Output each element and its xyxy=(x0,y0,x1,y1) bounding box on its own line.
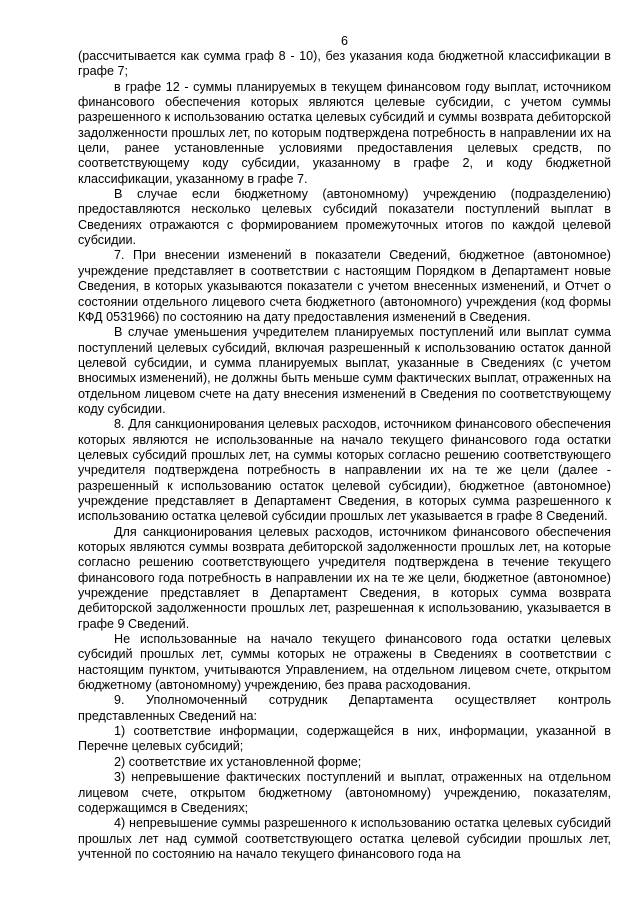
paragraph-1: (рассчитывается как сумма граф 8 - 10), без указания кода бюджетной классификации в графе 7; xyxy=(78,49,611,79)
document-page xyxy=(78,34,611,862)
paragraph-13: 4) непревышение суммы разрешенного к использованию остатка целевых субсидий прошлых лет над суммой соответствующего остатка целевой субсидии прошлых лет, учтенной по состоянию на начало текущего финансового года на xyxy=(78,816,611,861)
paragraph-9: 9. Уполномоченный сотрудник Департамента осуществляет контроль представленных Сведений на: xyxy=(78,693,611,723)
paragraph-7: Для санкционирования целевых расходов, источником финансового обеспечения которых являются суммы возврата дебиторской задолженности прошлых лет, на которые согласно решению соответствующего учредителя подтверждена в течение текущего финансового года потребность в направлении их на те же цели, бюджетное (автономное) учреждение представляет в Департамент Сведения, в которых сумма возврата дебиторской задолженности прошлых лет, разрешенная к использованию, указывается в графе 9 Сведений. xyxy=(78,524,611,631)
paragraph-12: 3) непревышение фактических поступлений и выплат, отраженных на отдельном лицевом счете, открытом бюджетному (автономному) учреждению, показателям, содержащимся в Сведениях; xyxy=(78,770,611,815)
paragraph-2: в графе 12 - суммы планируемых в текущем финансовом году выплат, источником финансового обеспечения которых являются целевые субсидии, с учетом суммы разрешенного к использованию остатка целевых субсидий и суммы возврата дебиторской задолженности прошлых лет, по которым подтверждена потребность в направлении их на цели, ранее установленные условиями предоставления целевых средств, по соответствующему коду субсидии, указанному в графе 2, и коду бюджетной классификации, указанному в графе 7. xyxy=(78,79,611,186)
paragraph-11: 2) соответствие их установленной форме; xyxy=(114,754,362,769)
page-number: 6 xyxy=(340,34,348,48)
paragraph-6: 8. Для санкционирования целевых расходов, источником финансового обеспечения которых являются не использованные на начало текущего финансового года остатки целевых субсидий прошлых лет, на суммы которых согласно решению соответствующего учредителя подтверждена потребность в направлении их на те же цели (далее - разрешенный к использованию остаток целевой субсидии), бюджетное (автономное) учреждение представляет в Департамент Сведения, в которых сумма разрешенного к использованию остатка целевой субсидии прошлых лет указывается в графе 8 Сведений. xyxy=(78,417,611,524)
paragraph-5: В случае уменьшения учредителем планируемых поступлений или выплат сумма поступлений целевых субсидий, включая разрешенный к использованию остаток данной целевой субсидии, и сумма планируемых выплат, указанные в Сведениях (с учетом вносимых изменений), не должны быть меньше сумм фактических выплат, отраженных на отдельном лицевом счете на дату внесения изменений в Сведения по соответствующему коду субсидии. xyxy=(78,325,611,416)
paragraph-10: 1) соответствие информации, содержащейся в них, информации, указанной в Перечне целевых субсидий; xyxy=(78,724,611,754)
paragraph-4: 7. При внесении изменений в показатели Сведений, бюджетное (автономное) учреждение представляет в соответствии с настоящим Порядком в Департамент новые Сведения, в которых указываются показатели с учетом внесенных изменений, и Отчет о состоянии отдельного лицевого счета бюджетного (автономного) учреждения (код формы КФД 0531966) по состоянию на дату предоставления изменений в Сведения. xyxy=(78,248,611,324)
paragraph-3: В случае если бюджетному (автономному) учреждению (подразделению) предоставляются несколько целевых субсидий показатели поступлений выплат в Сведениях отражаются с формированием промежуточных итогов по каждой целевой субсидии. xyxy=(78,187,611,248)
paragraph-8: Не использованные на начало текущего финансового года остатки целевых субсидий прошлых лет, суммы которых не отражены в Сведениях в соответствии с настоящим пунктом, учитываются Управлением, на отдельном лицевом счете, открытом бюджетному (автономному) учреждению, без права расходования. xyxy=(78,632,611,693)
